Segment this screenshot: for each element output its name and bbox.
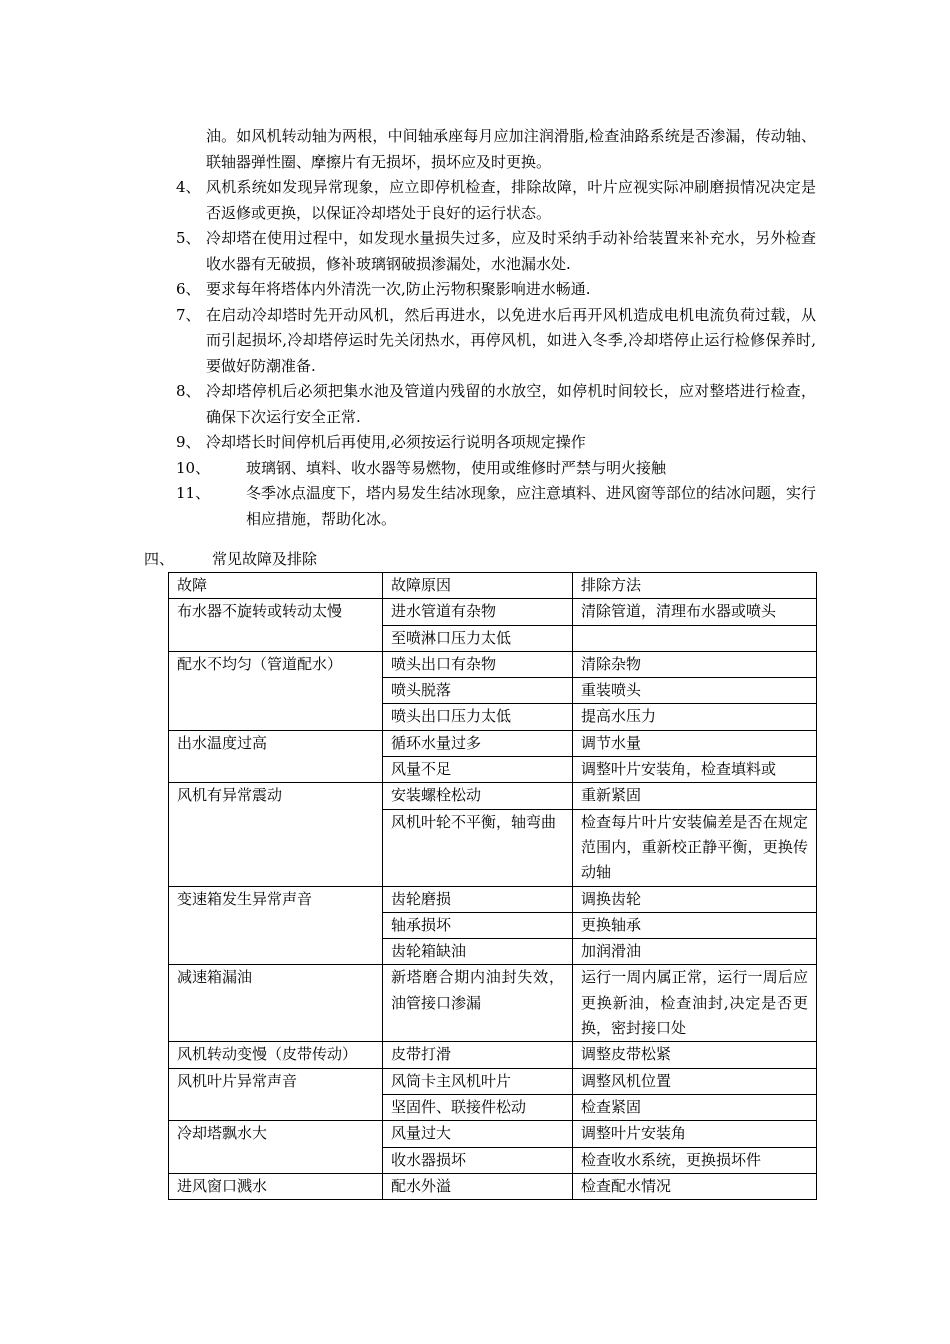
item-number: 4、 [176, 178, 201, 196]
cell-remedy: 检查每片叶片安装偏差是否在规定范围内，重新校正静平衡，更换传动轴 [573, 809, 817, 886]
cell-remedy: 提高水压力 [573, 704, 817, 730]
cell-remedy: 加润滑油 [573, 939, 817, 965]
table-row [169, 965, 817, 1042]
cell-cause: 至喷淋口压力太低 [383, 625, 573, 651]
cell-cause: 轴承损坏 [383, 912, 573, 938]
list-continuation: 油。如风机转动轴为两根，中间轴承座每月应加注润滑脂,检查油路系统是否渗漏，传动轴、联轴器弹性圈、摩擦片有无损坏，损坏应及时更换。 [206, 127, 816, 171]
cell-cause: 风机叶轮不平衡，轴弯曲 [383, 809, 573, 886]
cell-cause: 风量不足 [383, 757, 573, 783]
item-text: 在启动冷却塔时先开动风机，然后再进水，以免进水后再开风机造成电机电流负荷过载，从而引起损坏,冷却塔停运时先关闭热水，再停风机，如进入冬季,冷却塔停止运行检修保养时,要做好防潮准备. [206, 305, 816, 375]
item-text: 要求每年将塔体内外清洗一次,防止污物积聚影响进水畅通. [206, 280, 591, 298]
list-item [176, 277, 816, 303]
section-number: 四、 [144, 550, 175, 568]
item-number: 5、 [176, 229, 201, 247]
cell-remedy: 调换齿轮 [573, 886, 817, 912]
header-fault: 故障 [169, 573, 383, 599]
cell-cause: 新塔磨合期内油封失效，油管接口渗漏 [383, 965, 573, 1042]
cell-cause: 风量过大 [383, 1121, 573, 1147]
table-row [169, 599, 817, 625]
item-number: 10、 [176, 458, 211, 477]
cell-fault: 布水器不旋转或转动太慢 [169, 599, 383, 652]
cell-fault: 冷却塔飘水大 [169, 1121, 383, 1174]
cell-fault: 配水不均匀（管道配水） [169, 651, 383, 730]
item-text: 冷却塔在使用过程中，如发现水量损失过多，应及时采纳手动补给装置来补充水，另外检查收水器有无破损，修补玻璃钢破损渗漏处，水池漏水处. [206, 229, 816, 273]
table-row [169, 1068, 817, 1094]
item-number: 6、 [176, 280, 201, 298]
list-item [176, 226, 816, 277]
cell-remedy: 重装喷头 [573, 678, 817, 704]
cell-fault: 风机有异常震动 [169, 783, 383, 886]
cell-cause: 循环水量过多 [383, 730, 573, 756]
item-text: 冬季冰点温度下，塔内易发生结冰现象，应注意填料、进风窗等部位的结冰问题，实行相应措施，帮助化冰。 [246, 484, 817, 528]
cell-remedy: 调节水量 [573, 730, 817, 756]
maintenance-list [176, 124, 816, 532]
table-row [169, 1173, 817, 1199]
item-text: 冷却塔停机后必须把集水池及管道内残留的水放空，如停机时间较长，应对整塔进行检查，确保下次运行安全正常. [206, 382, 816, 426]
cell-cause: 风筒卡主风机叶片 [383, 1068, 573, 1094]
table-row [169, 783, 817, 809]
cell-remedy: 运行一周内属正常，运行一周后应更换新油，检查油封,决定是否更换，密封接口处 [573, 965, 817, 1042]
item-number: 8、 [176, 382, 201, 400]
cell-fault: 减速箱漏油 [169, 965, 383, 1042]
cell-cause: 齿轮箱缺油 [383, 939, 573, 965]
cell-remedy: 检查紧固 [573, 1094, 817, 1120]
cell-remedy: 调整皮带松紧 [573, 1042, 817, 1068]
cell-remedy: 清除管道，清理布水器或喷头 [573, 599, 817, 625]
cell-cause: 配水外溢 [383, 1173, 573, 1199]
cell-fault: 风机转动变慢（皮带传动） [169, 1042, 383, 1068]
table-row [169, 886, 817, 912]
section-title: 常见故障及排除 [212, 550, 318, 568]
cell-cause: 收水器损坏 [383, 1147, 573, 1173]
item-text: 冷却塔长时间停机后再使用,必须按运行说明各项规定操作 [206, 433, 586, 451]
item-number: 7、 [176, 305, 201, 324]
cell-cause: 喷头出口有杂物 [383, 651, 573, 677]
table-row [169, 730, 817, 756]
table-row [169, 1042, 817, 1068]
cell-cause: 喷头出口压力太低 [383, 704, 573, 730]
cell-fault: 出水温度过高 [169, 730, 383, 783]
item-text: 玻璃钢、填料、收水器等易燃物，使用或维修时严禁与明火接触 [246, 458, 667, 477]
table-row [169, 651, 817, 677]
cell-cause: 坚固件、联接件松动 [383, 1094, 573, 1120]
cell-cause: 进水管道有杂物 [383, 599, 573, 625]
header-remedy: 排除方法 [573, 573, 817, 599]
section-heading [144, 547, 317, 572]
cell-remedy: 更换轴承 [573, 912, 817, 938]
list-item [176, 303, 816, 380]
cell-fault: 变速箱发生异常声音 [169, 886, 383, 965]
header-cause: 故障原因 [383, 573, 573, 599]
item-text: 风机系统如发现异常现象，应立即停机检查，排除故障，叶片应视实际冲刷磨损情况决定是否返修或更换，以保证冷却塔处于良好的运行状态。 [206, 178, 816, 222]
list-item [176, 456, 816, 482]
list-item [176, 430, 816, 456]
cell-cause: 安装螺栓松动 [383, 783, 573, 809]
cell-remedy: 调整叶片安装角 [573, 1121, 817, 1147]
list-item [176, 379, 816, 430]
table-header-row [169, 573, 817, 599]
table-row [169, 1121, 817, 1147]
cell-cause: 齿轮磨损 [383, 886, 573, 912]
cell-remedy: 清除杂物 [573, 651, 817, 677]
item-number: 9、 [176, 433, 201, 451]
cell-fault: 风机叶片异常声音 [169, 1068, 383, 1121]
cell-fault: 进风窗口溅水 [169, 1173, 383, 1199]
fault-table [168, 572, 817, 1200]
cell-remedy: 重新紧固 [573, 783, 817, 809]
item-number: 11、 [176, 484, 211, 502]
cell-remedy: 调整叶片安装角，检查填料或 [573, 757, 817, 783]
cell-remedy: 调整风机位置 [573, 1068, 817, 1094]
list-item [176, 481, 816, 532]
cell-cause: 皮带打滑 [383, 1042, 573, 1068]
cell-remedy: 检查配水情况 [573, 1173, 817, 1199]
cell-remedy: 检查收水系统，更换损坏件 [573, 1147, 817, 1173]
cell-cause: 喷头脱落 [383, 678, 573, 704]
list-item [176, 175, 816, 226]
cell-remedy [573, 625, 817, 651]
